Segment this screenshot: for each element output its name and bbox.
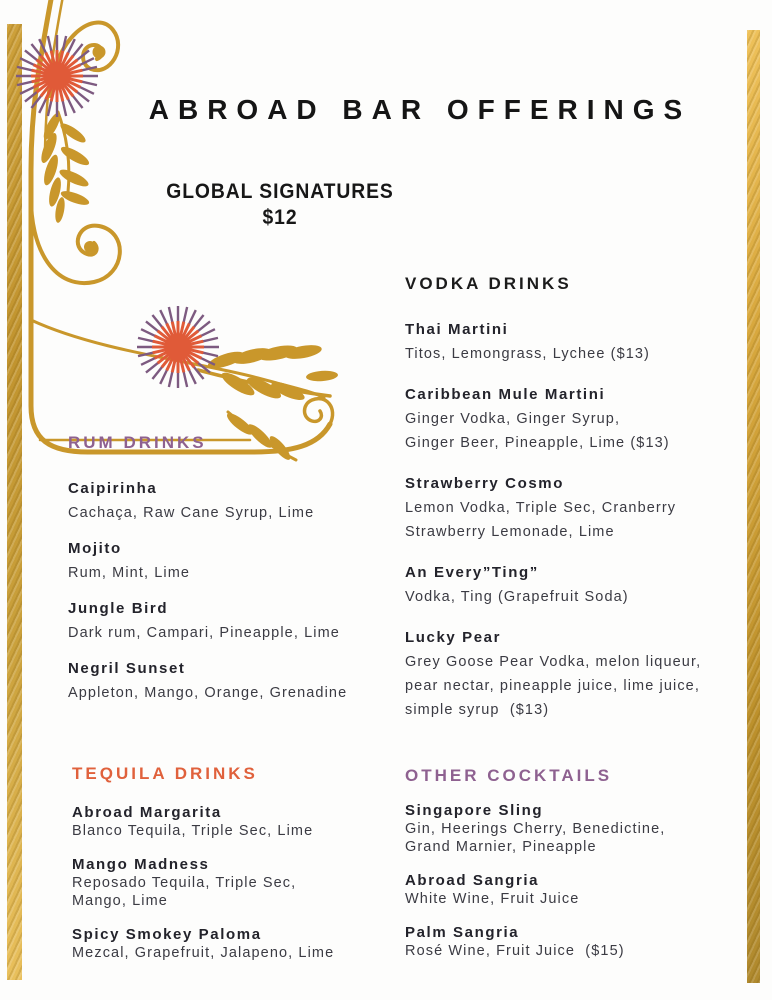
menu-item-name: Lucky Pear bbox=[405, 629, 502, 646]
subtitle-price: $12 bbox=[262, 206, 298, 229]
section-heading-tequila: TEQUILA DRINKS bbox=[72, 764, 258, 783]
section-vodka-drinks bbox=[405, 273, 755, 739]
menu-item-name: Caipirinha bbox=[68, 480, 158, 497]
section-other-cocktails bbox=[405, 765, 750, 976]
menu-item-ingredients: Cachaça, Raw Cane Syrup, Lime bbox=[68, 505, 315, 521]
starburst-flower-icon bbox=[16, 35, 98, 117]
menu-item bbox=[68, 657, 398, 705]
menu-item-name: Palm Sangria bbox=[405, 924, 520, 941]
section-heading-rum: RUM DRINKS bbox=[68, 433, 207, 452]
menu-item bbox=[405, 383, 755, 455]
menu-item-name: Thai Martini bbox=[405, 321, 509, 338]
menu-item-name: Singapore Sling bbox=[405, 802, 544, 819]
menu-item bbox=[72, 804, 402, 840]
menu-item bbox=[405, 318, 755, 366]
menu-item-ingredients: Strawberry Lemonade, Lime bbox=[405, 524, 615, 540]
corner-floral-ornament-icon bbox=[0, 0, 360, 475]
section-items bbox=[72, 804, 402, 962]
menu-item bbox=[405, 472, 755, 544]
menu-item-ingredients: Rum, Mint, Lime bbox=[68, 565, 191, 581]
page-title: ABROAD BAR OFFERINGS bbox=[148, 94, 692, 125]
section-items bbox=[405, 318, 755, 722]
menu-item bbox=[68, 597, 398, 645]
menu-item-name: Spicy Smokey Paloma bbox=[72, 926, 262, 943]
menu-item bbox=[68, 537, 398, 585]
menu-item-ingredients: Dark rum, Campari, Pineapple, Lime bbox=[68, 625, 340, 641]
menu-item-ingredients: pear nectar, pineapple juice, lime juice, bbox=[405, 678, 700, 694]
menu-item-ingredients: Ginger Beer, Pineapple, Lime ($13) bbox=[405, 435, 670, 451]
menu-item bbox=[72, 856, 402, 910]
menu-item-ingredients: Grand Marnier, Pineapple bbox=[405, 839, 597, 855]
starburst-flower-icon bbox=[137, 306, 219, 388]
menu-item bbox=[405, 802, 750, 856]
section-items bbox=[68, 477, 398, 705]
menu-item-ingredients: simple syrup ($13) bbox=[405, 702, 550, 718]
menu-item-ingredients: Titos, Lemongrass, Lychee ($13) bbox=[405, 346, 650, 362]
menu-item-name: Jungle Bird bbox=[68, 600, 169, 617]
menu-item-ingredients: Reposado Tequila, Triple Sec, bbox=[72, 875, 297, 891]
menu-item bbox=[405, 561, 755, 609]
menu-item-ingredients: Rosé Wine, Fruit Juice ($15) bbox=[405, 943, 625, 959]
left-border-strip bbox=[7, 24, 22, 980]
menu-item-ingredients: Lemon Vodka, Triple Sec, Cranberry bbox=[405, 500, 677, 516]
menu-item-ingredients: Vodka, Ting (Grapefruit Soda) bbox=[405, 589, 629, 605]
menu-item-ingredients: Mango, Lime bbox=[72, 893, 168, 909]
menu-item-name: Abroad Sangria bbox=[405, 872, 540, 889]
menu-item bbox=[405, 872, 750, 908]
menu-item-ingredients: Grey Goose Pear Vodka, melon liqueur, bbox=[405, 654, 702, 670]
menu-item-name: Abroad Margarita bbox=[72, 804, 222, 821]
menu-item-ingredients: Appleton, Mango, Orange, Grenadine bbox=[68, 685, 348, 701]
menu-item-ingredients: Ginger Vodka, Ginger Syrup, bbox=[405, 411, 621, 427]
menu-item bbox=[68, 477, 398, 525]
subtitle: GLOBAL SIGNATURES bbox=[166, 180, 394, 203]
menu-item-name: Strawberry Cosmo bbox=[405, 475, 564, 492]
section-heading-other: OTHER COCKTAILS bbox=[405, 766, 613, 785]
menu-item-name: Mango Madness bbox=[72, 856, 210, 873]
menu-item-ingredients: Gin, Heerings Cherry, Benedictine, bbox=[405, 821, 666, 837]
menu-item-name: Negril Sunset bbox=[68, 660, 186, 677]
menu-item-ingredients: Mezcal, Grapefruit, Jalapeno, Lime bbox=[72, 945, 335, 961]
menu-item-ingredients: Blanco Tequila, Triple Sec, Lime bbox=[72, 823, 314, 839]
menu-item bbox=[405, 626, 755, 722]
signature-block bbox=[159, 179, 402, 231]
menu-item-name: An Every”Ting” bbox=[405, 564, 539, 581]
menu-item bbox=[405, 924, 750, 960]
section-items bbox=[405, 802, 750, 960]
menu-item-name: Caribbean Mule Martini bbox=[405, 386, 606, 403]
menu-item bbox=[72, 926, 402, 962]
section-heading-vodka: VODKA DRINKS bbox=[405, 274, 572, 293]
section-rum-drinks bbox=[68, 432, 398, 717]
menu-item-ingredients: White Wine, Fruit Juice bbox=[405, 891, 580, 907]
menu-item-name: Mojito bbox=[68, 540, 122, 557]
section-tequila-drinks bbox=[72, 763, 402, 978]
